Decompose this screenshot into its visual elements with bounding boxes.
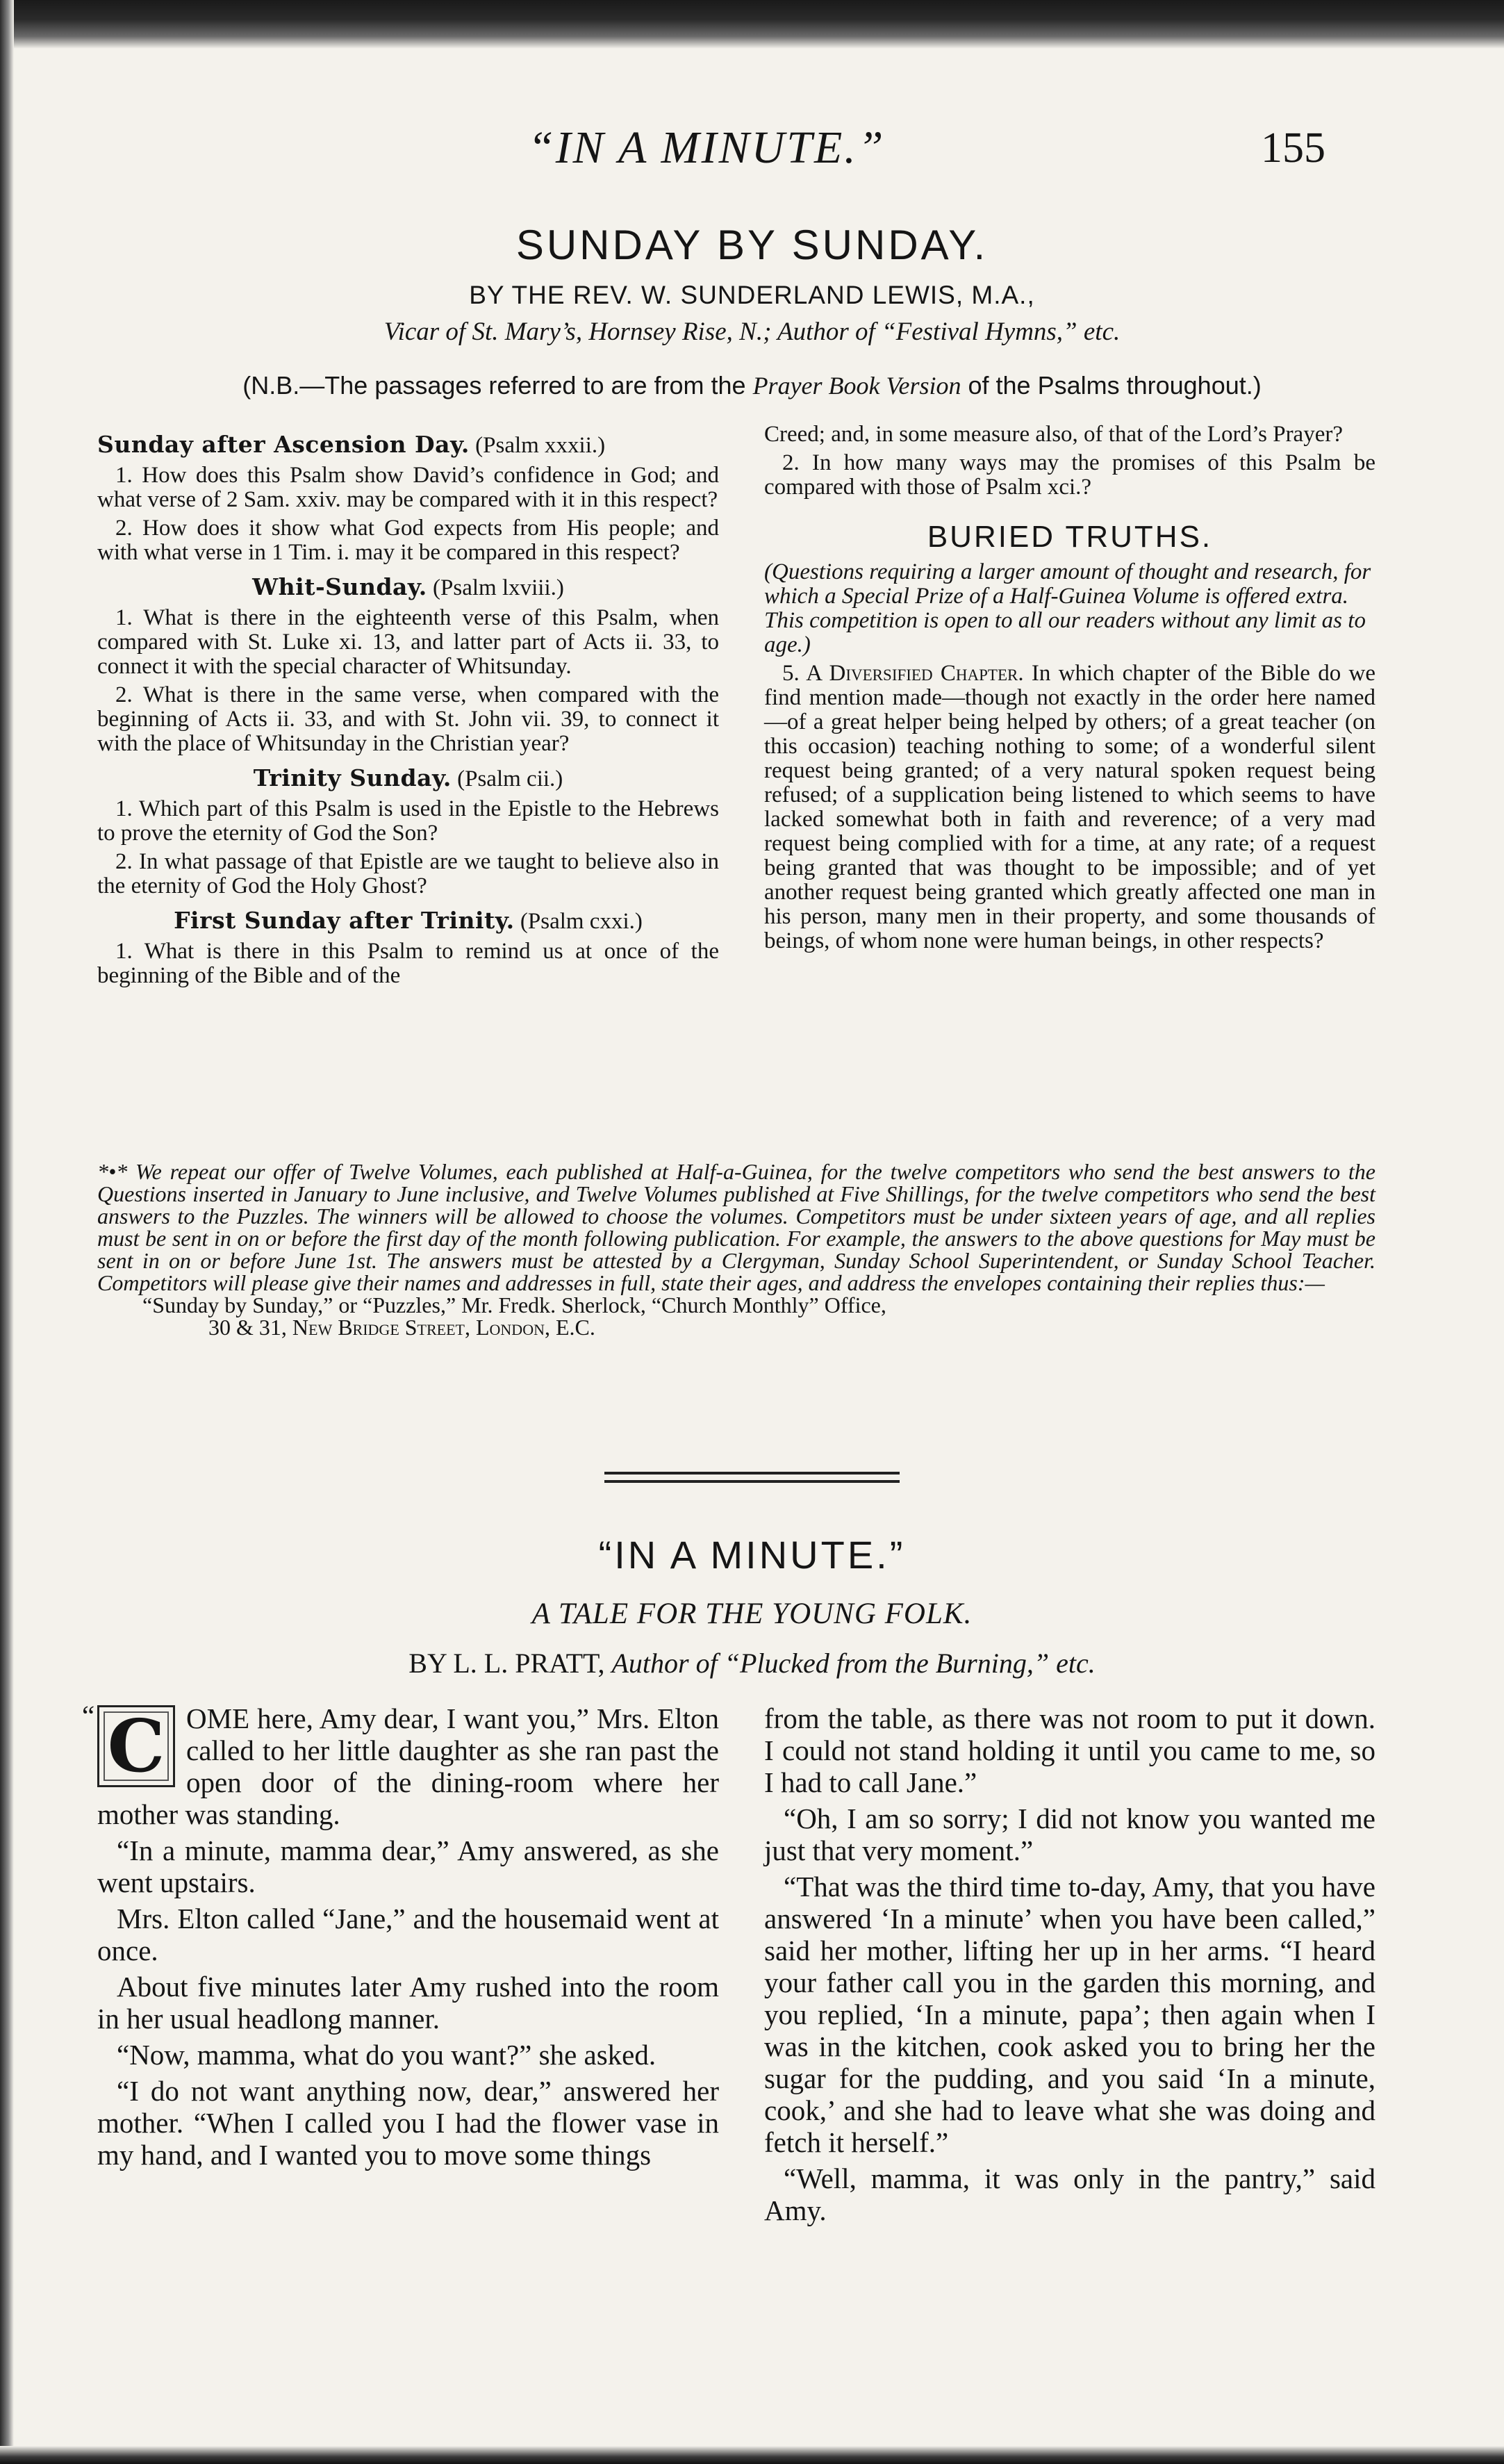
section-heading: Whit-Sunday. (Psalm lxviii.) xyxy=(252,573,564,600)
page-number: 155 xyxy=(1261,124,1325,172)
story-paragraph: “ C OME here, Amy dear, I want you,” Mrs. Elton called to her little daughter as she ran past the open door of the dining-room where her mother was standing. xyxy=(82,1700,719,1830)
divider-rule xyxy=(604,1472,900,1475)
question: 2. What is there in the same verse, when compared with the beginning of Acts ii. 33, and with St. John vii. 39, to connect it with the place of Whitsunday in the Christian year? xyxy=(97,682,719,756)
story-column-right xyxy=(764,1702,1375,2231)
story-paragraph: “That was the third time to-day, Amy, that you have answered ‘In a minute’ when you have been called,” said her mother, lifting her up in her arms. “I heard your father call you in the garden this morning, and you replied, ‘In a minute, papa’; then again when I was in the kitchen, cook asked you to bring her the sugar for the pudding, and you said ‘In a minute, cook,’ and she had to leave what she was doing and fetch it herself.” xyxy=(764,1871,1375,2158)
scan-edge-top xyxy=(0,0,1504,49)
story-paragraph: “In a minute, mamma dear,” Amy answered, as she went upstairs. xyxy=(97,1834,719,1898)
story-paragraph: “Oh, I am so sorry; I did not know you wanted me just that very moment.” xyxy=(764,1802,1375,1866)
running-header: “IN A MINUTE.” xyxy=(528,122,886,173)
question-continued: Creed; and, in some measure also, of that of the Lord’s Prayer? xyxy=(764,422,1343,447)
article-title: SUNDAY BY SUNDAY. xyxy=(515,222,989,268)
question: 1. How does this Psalm show David’s confidence in God; and what verse of 2 Sam. xxiv. may be compared with it in this respect? xyxy=(97,463,719,512)
decorative-dropcap: C xyxy=(97,1705,175,1787)
questions-column-left xyxy=(97,422,719,992)
question: 2. In how many ways may the promises of this Psalm be compared with those of Psalm xci.? xyxy=(764,450,1375,500)
story-byline: BY L. L. PRATT, Author of “Plucked from the Burning,” etc. xyxy=(408,1648,1096,1679)
article-note: (N.B.—The passages referred to are from the Prayer Book Version of the Psalms throughout.) xyxy=(242,371,1262,400)
question: 2. How does it show what God expects from His people; and with what verse in 1 Tim. i. may it be compared in this respect? xyxy=(97,516,719,565)
divider-rule xyxy=(604,1480,900,1483)
questions-column-right xyxy=(764,422,1375,958)
scan-edge-left xyxy=(0,0,14,2464)
scan-edge-bottom xyxy=(0,2446,1504,2464)
section-heading: Trinity Sunday. (Psalm cii.) xyxy=(253,764,563,791)
notice-text: *•* We repeat our offer of Twelve Volumes, each published at Half-a-Guinea, for the twelve competitors who send the best answers to the Questions inserted in January to June inclusive, and Twelve Volumes published at Five Shillings, for the twelve competitors who send the best answers to the Puzzles. The winners will be allowed to choose the volumes. Competitors must be under sixteen years of age, and all replies must be sent in on or before the first day of the month following publication. For example, the answers to the above questions for May must be sent in on or before June 1st. The answers must be attested by a Clergyman, Sunday School Superintendent, or Sunday School Teacher. Competitors will please give their names and addresses in full, state their ages, and address the envelopes containing their replies thus:— xyxy=(97,1159,1375,1295)
buried-truths-heading: BURIED TRUTHS. xyxy=(927,520,1213,554)
story-column-left xyxy=(82,1700,719,2175)
competition-notice xyxy=(97,1160,1375,1338)
notice-address-line: “Sunday by Sunday,” or “Puzzles,” Mr. Fredk. Sherlock, “Church Monthly” Office, xyxy=(142,1292,886,1317)
question: 2. In what passage of that Epistle are we taught to believe also in the eternity of God the Holy Ghost? xyxy=(97,849,719,898)
section-heading: Sunday after Ascension Day. (Psalm xxxii.) xyxy=(97,431,606,458)
article-byline: BY THE REV. W. SUNDERLAND LEWIS, M.A., xyxy=(469,281,1035,309)
story-paragraph: “Well, mamma, it was only in the pantry,” said Amy. xyxy=(764,2162,1375,2226)
notice-address-line: 30 & 31, New Bridge Street, London, E.C. xyxy=(208,1315,595,1340)
story-paragraph: About five minutes later Amy rushed into the room in her usual headlong manner. xyxy=(97,1971,719,2035)
question: 1. What is there in this Psalm to remind us at once of the beginning of the Bible and of the xyxy=(97,939,719,988)
story-paragraph: Mrs. Elton called “Jane,” and the housemaid went at once. xyxy=(97,1903,719,1966)
story-paragraph: “I do not want anything now, dear,” answered her mother. “When I called you I had the flower vase in my hand, and I wanted you to move some things xyxy=(97,2075,719,2171)
section-heading: First Sunday after Trinity. (Psalm cxxi.) xyxy=(174,907,643,934)
question: 1. What is there in the eighteenth verse of this Psalm, when compared with St. Luke xi. 13, and latter part of Acts ii. 33, to connect it with the special character of Whitsunday. xyxy=(97,605,719,679)
story-subtitle: A TALE FOR THE YOUNG FOLK. xyxy=(531,1598,973,1630)
buried-truths-question: 5. A Diversified Chapter. In which chapter of the Bible do we find mention made—though not exactly in the order here named—of a great helper being helped by others; of a great teacher (on this occasion) teaching nothing to some; of a wonderful silent request being granted; of a very natural spoken request being refused; of a supplication being listened to which seems to have lacked somewhat both in faith and reverence; of a very mad request being complied with for a time, at any rate; of a request being granted that was thought to be impossible; and of yet another request being granted which greatly affected one man in his person, many men in their property, and some thousands of beings, of whom none were human beings, in other respects? xyxy=(764,661,1376,953)
story-paragraph: “Now, mamma, what do you want?” she asked. xyxy=(117,2039,656,2071)
article-subbyline: Vicar of St. Mary’s, Hornsey Rise, N.; Author of “Festival Hymns,” etc. xyxy=(383,318,1121,346)
buried-truths-intro: (Questions requiring a larger amount of thought and research, for which a Special Prize of a Half-Guinea Volume is offered extra. This competition is open to all our readers without any limit as to age.) xyxy=(764,559,1371,657)
question: 1. Which part of this Psalm is used in the Epistle to the Hebrews to prove the eternity of God the Son? xyxy=(97,796,719,846)
story-title: “IN A MINUTE.” xyxy=(598,1533,906,1577)
story-paragraph: from the table, as there was not room to put it down. I could not stand holding it until you came to me, so I had to call Jane.” xyxy=(764,1702,1375,1798)
